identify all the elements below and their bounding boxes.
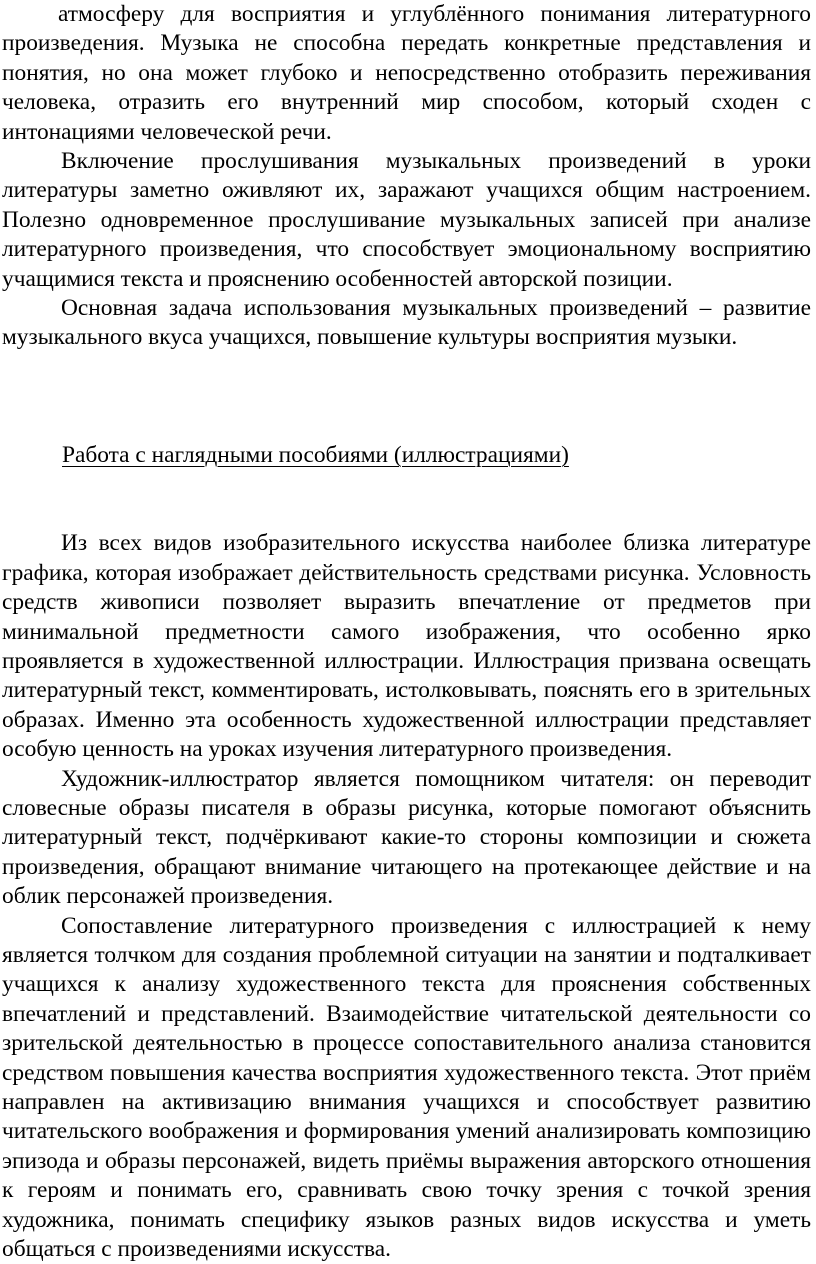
section-heading: Работа с наглядными пособиями (иллюстрациями) (62, 441, 569, 468)
paragraph-music-task: Основная задача использования музыкальных произведений – развитие музыкального вкуса учащихся, повышение культуры восприятия музыки. (2, 295, 811, 351)
section-spacer-bottom (2, 470, 811, 529)
section-spacer-top (2, 353, 811, 441)
paragraph-comparison: Сопоставление литературного произведения с иллюстрацией к нему является толчком для создания проблемной ситуации на занятии и подталкивает учащихся к анализу художественного текста для прояснения собственных впечатлений и представлений. Взаимодействие читательской деятельности со зрительской деятельностью в процессе сопоставительного анализа становится средством повышения качества восприятия художественного текста. Этот приём направлен на активизацию внимания учащихся и способствует развитию читательского воображения и формирования умений анализировать композицию эпизода и образы персонажей, видеть приёмы выражения авторского отношения к героям и понимать его, сравнивать свою точку зрения с точкой зрения художника, понимать специфику языков разных видов искусства и уметь общаться с произведениями искусства. (2, 912, 811, 1263)
paragraph-illustrator: Художник-иллюстратор является помощником читателя: он переводит словесные образы писателя в образы рисунка, которые помогают объяснить литературный текст, подчёркивают какие-то стороны композиции и сюжета произведения, обращают внимание читающего на протекающее действие и на облик персонажей произведения. (2, 765, 811, 910)
paragraph-graphics: Из всех видов изобразительного искусства наиболее близка литературе графика, которая изображает действительность средствами рисунка. Условность средств живописи позволяет выразить впечатление от предметов при минимальной предметности самого изображения, что особенно ярко проявляется в художественной иллюстрации. Иллюстрация призвана освещать литературный текст, комментировать, истолковывать, пояснять его в зрительных образах. Именно эта особенность художественной иллюстрации представляет особую ценность на уроках изучения литературного произведения. (2, 530, 811, 763)
paragraph-music-atmosphere: атмосферу для восприятия и углублённого понимания литературного произведения. Музыка не способна передать конкретные представления и понятия, но она может глубоко и непосредственно отобразить переживания человека, отразить его внутренний мир способом, который сходен с интонациями человеческой речи. (2, 1, 811, 145)
paragraph-music-listening: Включение прослушивания музыкальных произведений в уроки литературы заметно оживляют их, заражают учащихся общим настроением. Полезно одновременное прослушивание музыкальных записей при анализе литературного произведения, что способствует эмоциональному восприятию учащимися текста и прояснению особенностей авторской позиции. (2, 148, 811, 292)
